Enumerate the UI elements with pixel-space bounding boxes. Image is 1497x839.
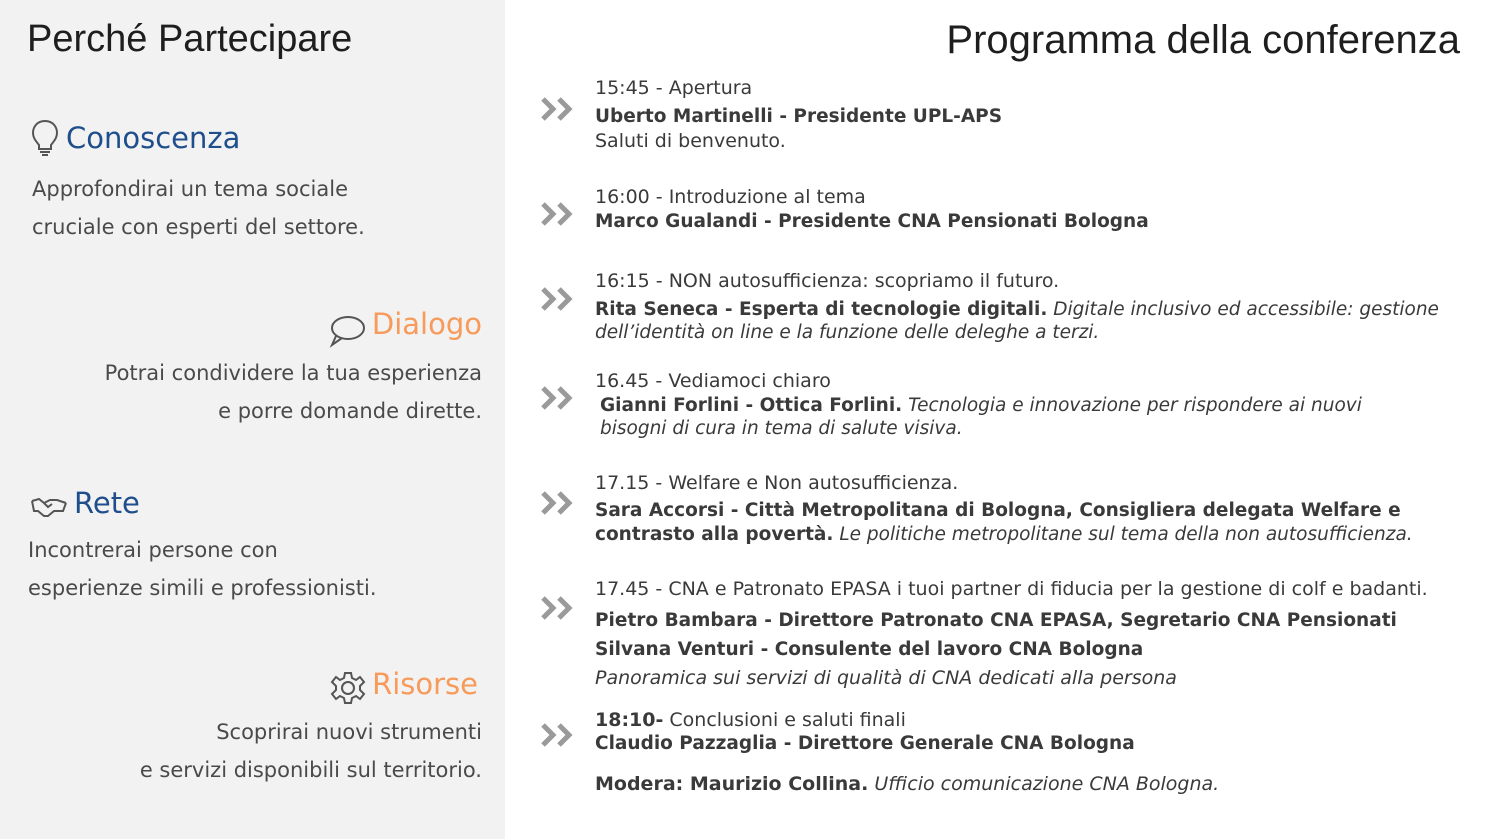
- item-detail: [595, 298, 1490, 343]
- item-time: 16.45 - Vediamoci chiaro: [595, 370, 831, 392]
- item-speaker: Gianni Forlini - Ottica Forlini.: [600, 395, 903, 416]
- program-item: [595, 75, 1490, 153]
- benefit-dialogo-desc: [105, 354, 482, 430]
- item-detail: [595, 499, 1493, 547]
- benefit-title: Rete: [74, 486, 140, 520]
- program-item: [595, 708, 1490, 756]
- item-time: [595, 708, 1490, 732]
- benefit-title: Dialogo: [371, 307, 482, 341]
- item-speaker: Sara Accorsi - Città Metropolitana di Bologna, Consigliera delegata Welfare e contrasto alla povertà.: [595, 500, 1401, 545]
- double-chevron-icon: [540, 384, 580, 412]
- desc-line: Incontrerai persone con: [28, 538, 278, 562]
- program-item: [595, 184, 1490, 234]
- desc-line: cruciale con esperti del settore.: [32, 215, 365, 239]
- item-time-bold: 18:10-: [595, 709, 664, 731]
- double-chevron-icon: [540, 95, 580, 123]
- benefit-title: Risorse: [372, 667, 478, 701]
- item-speaker-2: Silvana Venturi - Consulente del lavoro CNA Bologna: [595, 639, 1144, 660]
- item-time: 17.45 - CNA e Patronato EPASA i tuoi partner di fiducia per la gestione di colf e badanti.: [595, 578, 1428, 600]
- panel-title: Perché Partecipare: [27, 18, 353, 60]
- item-speaker: Claudio Pazzaglia - Direttore Generale CNA Bologna: [595, 733, 1135, 754]
- item-detail: [600, 394, 1385, 439]
- program-title: Programma della conferenza: [946, 18, 1460, 62]
- benefit-conoscenza-desc: [32, 170, 365, 246]
- desc-line: e porre domande dirette.: [218, 399, 482, 423]
- moderator-note: Ufficio comunicazione CNA Bologna.: [874, 773, 1220, 795]
- item-note: Tecnologia e innovazione per rispondere ai nuovi bisogni di cura in tema di salute visiva.: [600, 395, 1362, 439]
- item-note: Saluti di benvenuto.: [595, 130, 786, 152]
- moderator-label: Modera: Maurizio Collina.: [595, 773, 869, 795]
- item-time: 17.15 - Welfare e Non autosufficienza.: [595, 472, 959, 494]
- item-time: 16:15 - NON autosufficienza: scopriamo il futuro.: [595, 270, 1060, 292]
- moderator-line: [595, 773, 1219, 795]
- item-time: 16:00 - Introduzione al tema: [595, 186, 866, 208]
- item-time: 15:45 - Apertura: [595, 77, 753, 99]
- double-chevron-icon: [540, 489, 580, 517]
- double-chevron-icon: [540, 200, 580, 228]
- program-item: [595, 470, 1493, 547]
- desc-line: e servizi disponibili sul territorio.: [139, 758, 482, 782]
- program-item: [595, 576, 1490, 693]
- item-note: Le politiche metropolitane sul tema della non autosufficienza.: [839, 524, 1413, 545]
- desc-line: Approfondirai un tema sociale: [32, 177, 349, 201]
- handshake-icon: [30, 491, 68, 521]
- lightbulb-icon: [30, 118, 60, 158]
- item-speaker: Rita Seneca - Esperta di tecnologie digitali.: [595, 299, 1048, 320]
- benefit-rete-desc: [28, 531, 377, 607]
- item-speaker: Uberto Martinelli - Presidente UPL-APS: [595, 106, 1003, 127]
- desc-line: Potrai condividere la tua esperienza: [104, 361, 482, 385]
- item-time-rest: Conclusioni e saluti finali: [663, 709, 906, 731]
- program-item: [595, 368, 1385, 439]
- benefit-rete-heading: [30, 485, 140, 521]
- double-chevron-icon: [540, 285, 580, 313]
- benefit-risorse-desc: [140, 713, 482, 789]
- item-speaker: Pietro Bambara - Direttore Patronato CNA EPASA, Segretario CNA Pensionati: [595, 610, 1397, 631]
- benefit-risorse-heading: [330, 662, 478, 706]
- desc-line: Scoprirai nuovi strumenti: [216, 720, 482, 744]
- item-note: Digitale inclusivo ed accessibile: gestione dell’identità on line e la funzione delle deleghe a terzi.: [595, 299, 1439, 343]
- gear-icon: [330, 670, 366, 706]
- why-participate-panel: [0, 0, 505, 839]
- benefit-title: Conoscenza: [66, 121, 241, 155]
- item-note: Panoramica sui servizi di qualità di CNA dedicati alla persona: [595, 667, 1177, 689]
- speech-bubble-icon: [328, 314, 366, 348]
- item-speaker: Marco Gualandi - Presidente CNA Pensionati Bologna: [595, 211, 1149, 232]
- benefit-dialogo-heading: [328, 300, 482, 348]
- desc-line: esperienze simili e professionisti.: [28, 576, 377, 600]
- benefit-conoscenza-heading: [30, 118, 240, 158]
- program-item: [595, 268, 1490, 343]
- double-chevron-icon: [540, 721, 580, 749]
- double-chevron-icon: [540, 594, 580, 622]
